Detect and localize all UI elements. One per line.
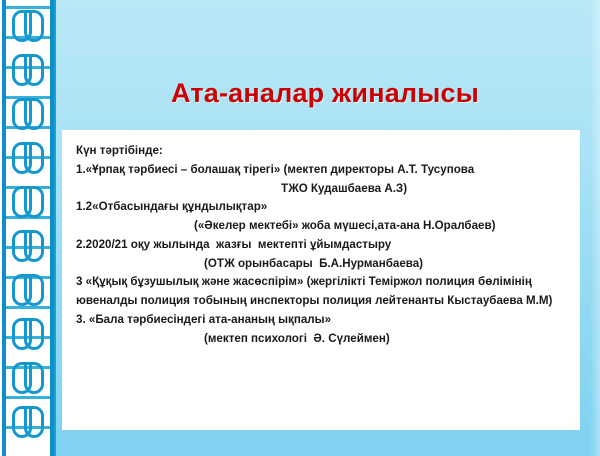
ornament-motif-icon — [8, 226, 48, 264]
agenda-item-1-2-credit: («Әкелер мектебі» жоба мүшесі,ата-ана Н.Оралбаев) — [194, 219, 496, 233]
agenda-item-3b: 3. «Бала тәрбиесіндегі ата-ананың ықпалы» — [76, 313, 332, 327]
right-edge-gradient — [590, 0, 600, 456]
ornament-motif-icon — [8, 402, 48, 440]
agenda-content-panel — [62, 130, 580, 430]
agenda-item-2-credit: (ОТЖ орынбасары Б.А.Нурманбаева) — [204, 256, 424, 270]
agenda-item-2: 2.2020/21 оқу жылында жазғы мектепті ұйымдастыру — [76, 237, 392, 251]
agenda-item-3: 3 «Құқық бұзушылық және жасөспірім» (жергілікті Теміржол полиция бөлімінің ювеналды полиция тобының инспекторы полиция лейтенанты Кыстаубаева М.М) — [76, 275, 553, 308]
agenda-text-block — [76, 142, 566, 349]
kazakh-ornament-border — [0, 0, 56, 456]
agenda-item-3b-credit: (мектеп психологі Ә. Сүлеймен) — [204, 331, 390, 345]
ornament-rail-right-icon — [50, 0, 54, 456]
agenda-item-1-credit: ТЖО Кудашбаева А.З) — [281, 181, 408, 195]
ornament-motif-icon — [8, 94, 48, 132]
ornament-motif-icon — [8, 182, 48, 220]
agenda-heading: Күн тәртібінде: — [76, 144, 163, 157]
ornament-motif-icon — [8, 358, 48, 396]
agenda-item-1: 1.«Ұрпақ тәрбиесі – болашақ тірегі» (мектеп директоры А.Т. Тусупова — [76, 162, 475, 176]
ornament-motif-icon — [8, 6, 48, 44]
ornament-motif-icon — [8, 50, 48, 88]
ornament-motif-icon — [8, 138, 48, 176]
slide-title: Ата-аналар жиналысы — [170, 78, 480, 108]
ornament-motif-icon — [8, 314, 48, 352]
ornament-motif-icon — [8, 270, 48, 308]
agenda-item-1-2: 1.2«Отбасындағы құндылықтар» — [76, 200, 268, 214]
